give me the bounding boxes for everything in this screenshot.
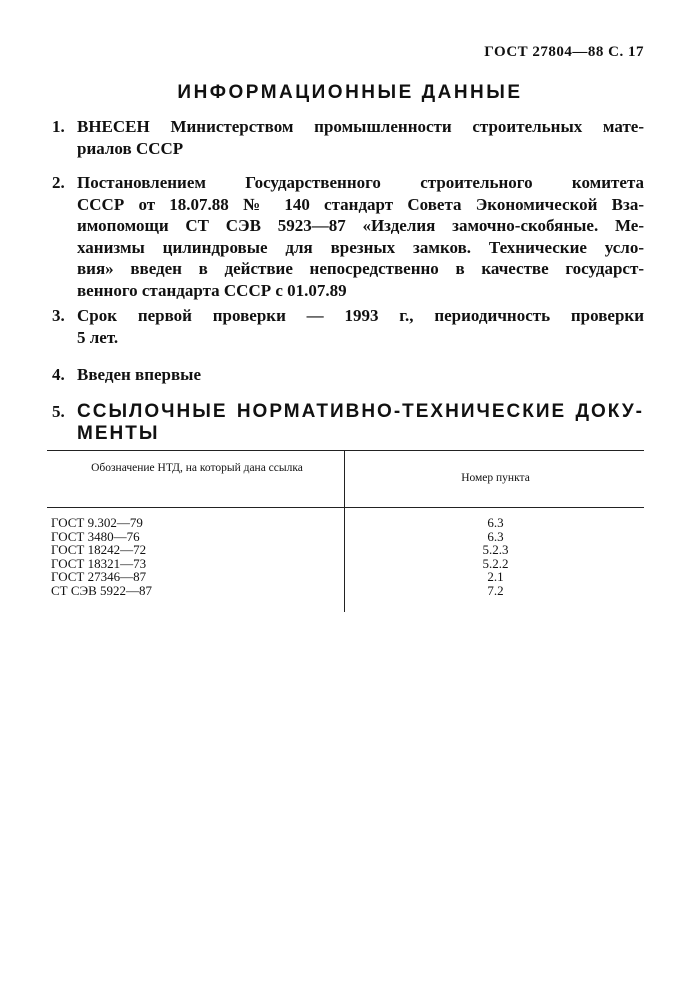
table-cell-document: ГОСТ 3480—76 [51,528,140,544]
table-cell-clause: 6.3 [487,515,504,530]
item-line: вия» введен в действие непосредственно в качестве государст- [77,259,644,278]
item-line: 5 лет. [77,327,119,347]
info-item-5 [52,401,644,444]
item-line: Постановлением Государственного строительного комитета [77,173,644,192]
table-cell-clause: 6.3 [487,528,504,544]
table-cell-document: ГОСТ 18321—73 [51,555,147,571]
item-line: СССР от 18.07.88 № 140 стандарт Совета Экономической Вза- [77,194,644,214]
item-number: 4. [52,365,65,384]
item-number: 2. [52,173,65,192]
item-line: риалов СССР [77,138,184,158]
table-cell-document: ГОСТ 18242—72 [51,542,147,557]
page-title: ИНФОРМАЦИОННЫЕ ДАННЫЕ [177,82,523,103]
item-line: венного стандарта СССР с 01.07.89 [77,280,347,300]
table-cell-document: ГОСТ 9.302—79 [51,515,143,530]
table-cell-clause: 2.1 [487,569,504,584]
item-number: 5. [52,402,65,421]
item-number: 1. [52,117,65,136]
info-item-1 [52,116,644,159]
table-cell-clause: 7.2 [487,582,504,598]
section-title-line: ССЫЛОЧНЫЕ НОРМАТИВНО-ТЕХНИЧЕСКИЕ ДОКУ- [77,401,644,422]
references-table [47,450,644,620]
page-header-standard-ref: ГОСТ 27804—88 С. 17 [484,44,644,60]
section-title-line: МЕНТЫ [77,422,160,444]
table-cell-document: СТ СЭВ 5922—87 [51,582,153,598]
info-item-4 [52,364,644,386]
table-row [47,557,644,571]
table-row [47,570,644,584]
table-header-clause: Номер пункта [461,472,530,484]
item-line: ВНЕСЕН Министерством промышленности строительных мате- [77,117,644,136]
item-line: Срок первой проверки — 1993 г., периодичность проверки [77,306,644,325]
info-item-3 [52,305,644,348]
table-cell-clause: 5.2.3 [482,542,509,557]
table-cell-document: ГОСТ 27346—87 [51,569,147,584]
table-body [47,516,644,597]
table-row [47,530,644,544]
info-item-2 [52,172,644,301]
table-header-document: Обозначение НТД, на который дана ссылка [91,462,303,474]
table-top-rule [47,450,644,451]
table-header-rule [47,507,644,508]
table-row [47,516,644,530]
item-line: Введен впервые [77,365,202,384]
item-line: имопомощи СТ СЭВ 5923—87 «Изделия замочно-скобяные. Ме- [77,216,644,235]
table-cell-clause: 5.2.2 [482,555,509,571]
table-row [47,584,644,598]
table-header-divider [344,450,345,508]
item-line: ханизмы цилиндровые для врезных замков. Технические усло- [77,237,644,257]
item-number: 3. [52,306,65,325]
table-row [47,543,644,557]
